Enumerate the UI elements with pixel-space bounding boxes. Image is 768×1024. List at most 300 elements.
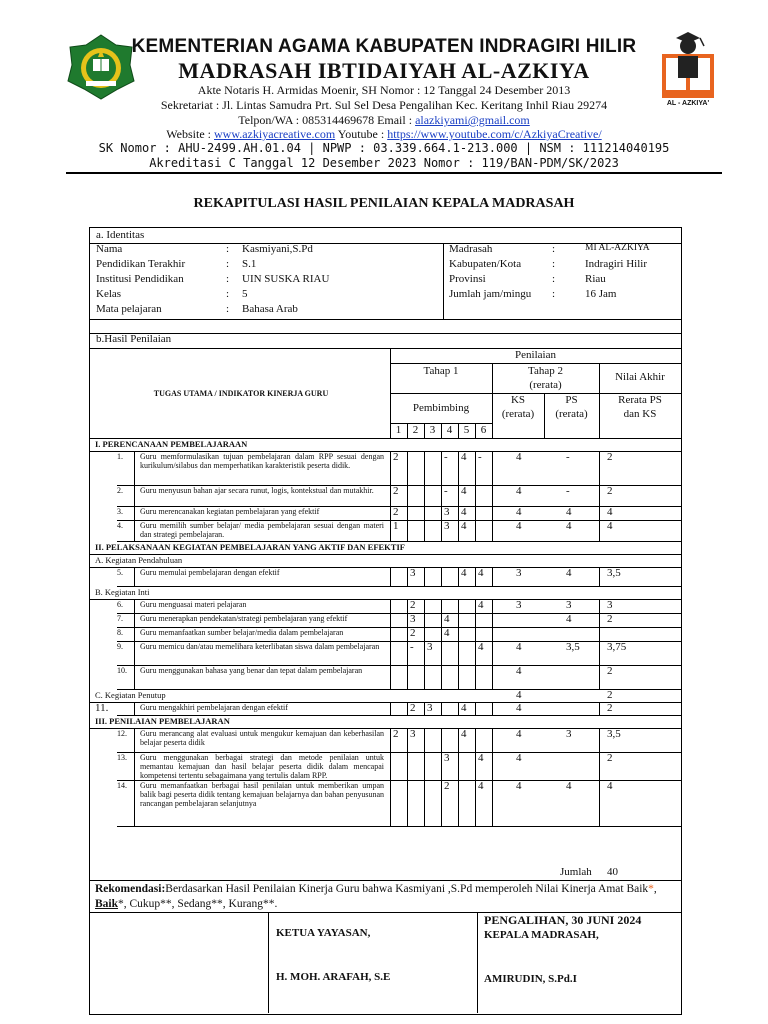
cell-border xyxy=(599,702,600,715)
item-text: Guru memformulasikan tujuan pembelajaran dalam RPP sesuai dengan kurikulum/silabus dan memperhatikan karakteristik peserta didik. xyxy=(140,452,384,470)
cell-border xyxy=(458,702,459,715)
cell-border xyxy=(390,641,391,665)
ks-value: 4 xyxy=(516,728,522,740)
cell-border xyxy=(492,665,493,689)
cell-border xyxy=(134,506,135,520)
cell-border xyxy=(475,627,476,641)
subsection-heading: B. Kegiatan Inti xyxy=(95,587,150,597)
identity-value: Riau xyxy=(585,273,606,285)
cell-border xyxy=(407,520,408,541)
cell-border xyxy=(424,485,425,506)
cell-border xyxy=(407,752,408,780)
score-cell: 2 xyxy=(444,780,450,792)
final-value: 2 xyxy=(607,689,613,701)
cell-border xyxy=(475,728,476,752)
ps-value: 4 xyxy=(566,567,572,579)
cell-border xyxy=(407,613,408,627)
item-number: 5. xyxy=(117,568,123,577)
cell-border xyxy=(424,599,425,613)
item-text: Guru memilih sumber belajar/ media pembelajaran sesuai dengan materi dan strategi pembelajaran. xyxy=(140,521,384,539)
item-text: Guru memanfaatkan berbagai hasil penilaian untuk memberikan umpan balik bagi peserta didik tentang kemajuan belajarnya dan bahan penyusunan rancangan pembelajaran selanjutnya xyxy=(140,781,384,808)
identity-colon: : xyxy=(226,243,230,255)
principal-title: KEPALA MADRASAH, xyxy=(484,929,599,941)
cell-border xyxy=(441,728,442,752)
identity-colon: : xyxy=(552,258,556,270)
cell-border xyxy=(458,485,459,506)
item-number: 2. xyxy=(117,486,123,495)
step-number: 2 xyxy=(412,424,419,436)
cell-border xyxy=(475,520,476,541)
ks-value: 4 xyxy=(516,689,522,701)
identity-value: Indragiri Hilir xyxy=(585,258,648,270)
cell-border xyxy=(407,627,408,641)
cell-border xyxy=(441,627,442,641)
score-cell: 4 xyxy=(461,567,467,579)
col-rerata-header: Rerata PS xyxy=(618,394,662,406)
ks-value: 4 xyxy=(516,780,522,792)
item-text: Guru memanfaatkan sumber belajar/media dalam pembelajaran xyxy=(140,628,344,637)
cell-border xyxy=(407,451,408,485)
cell-border xyxy=(441,485,442,506)
item-text: Guru menggunakan berbagai strategi dan metode penilaian untuk memantau kemajuan dan hasil belajar peserta didik dalam mencapai kompetensi tertentu sebagaimana yang tertulis dalam RPP. xyxy=(140,753,384,780)
cell-border xyxy=(424,613,425,627)
item-number: 6. xyxy=(117,600,123,609)
final-value: 4 xyxy=(607,506,613,518)
cell-border xyxy=(424,665,425,689)
item-text: Guru menyusun bahan ajar secara runut, logis, kontekstual dan mutakhir. xyxy=(140,486,374,495)
recommendation xyxy=(95,882,675,912)
final-value: 3,75 xyxy=(607,641,627,653)
final-value: 4 xyxy=(607,780,613,792)
score-cell: 3 xyxy=(410,728,416,740)
score-cell: 4 xyxy=(461,702,467,714)
cell-border xyxy=(599,665,600,689)
final-value: 3,5 xyxy=(607,728,621,740)
identity-label: Mata pelajaran xyxy=(96,303,162,315)
cell-border xyxy=(492,627,493,641)
cell-border xyxy=(458,599,459,613)
section-heading: I. PERENCANAAN PEMBELAJARAAN xyxy=(95,439,248,449)
identity-label: Nama xyxy=(96,243,123,255)
item-number: 14. xyxy=(117,781,127,790)
cell-border xyxy=(441,506,442,520)
col-pembimbing-header: Pembimbing xyxy=(412,402,470,414)
score-cell: - xyxy=(410,641,414,653)
cell-border xyxy=(492,728,493,752)
identity-label: Kabupaten/Kota xyxy=(449,258,522,270)
item-number: 3. xyxy=(117,507,123,516)
school-logo-caption: AL - AZKIYA' xyxy=(666,100,710,107)
score-cell: - xyxy=(478,451,482,463)
youtube-link[interactable]: https://www.youtube.com/c/AzkiyaCreative/ xyxy=(387,127,602,141)
cell-border xyxy=(134,752,135,780)
row-border xyxy=(117,586,681,587)
cell-border xyxy=(134,728,135,752)
cell-border xyxy=(599,567,600,586)
cell-border xyxy=(390,485,391,506)
score-cell: 4 xyxy=(461,520,467,532)
identity-label: Provinsi xyxy=(449,273,486,285)
cell-border xyxy=(492,641,493,665)
cell-border xyxy=(441,665,442,689)
final-value: 2 xyxy=(607,451,613,463)
cell-border xyxy=(134,641,135,665)
step-number: 4 xyxy=(446,424,453,436)
ps-value: 4 xyxy=(566,506,572,518)
final-value: 4 xyxy=(607,520,613,532)
cell-border xyxy=(424,506,425,520)
ks-value: 3 xyxy=(516,599,522,611)
item-text: Guru mengakhiri pembelajaran dengan efektif xyxy=(140,703,288,712)
header-divider xyxy=(66,172,722,174)
signing-place-date: PENGALIHAN, 30 JUNI 2024 xyxy=(484,913,642,927)
recommendation-baik: Baik xyxy=(95,898,119,910)
cell-border xyxy=(441,451,442,485)
cell-border xyxy=(441,780,442,826)
results-section-label: b.Hasil Penilaian xyxy=(96,333,172,345)
score-cell: 4 xyxy=(461,728,467,740)
cell-border xyxy=(475,780,476,826)
item-number: 11. xyxy=(95,702,109,714)
cell-border xyxy=(492,752,493,780)
identity-colon: : xyxy=(552,243,556,255)
cell-border xyxy=(134,485,135,506)
cell-border xyxy=(475,613,476,627)
secretariat-line: Sekretariat : Jl. Lintas Samudra Prt. Sul Sel Desa Pengalihan Kec. Keritang Inhil Riau 29274 xyxy=(160,98,608,112)
cell-border xyxy=(390,567,391,586)
row-border xyxy=(117,826,681,827)
cell-border xyxy=(458,613,459,627)
cell-border xyxy=(390,613,391,627)
ks-value: 4 xyxy=(516,485,522,497)
item-number: 7. xyxy=(117,614,123,623)
cell-border xyxy=(424,520,425,541)
identity-label: Pendidikan Terakhir xyxy=(96,258,186,270)
identity-label: Institusi Pendidikan xyxy=(96,273,184,285)
score-cell: 3 xyxy=(444,520,450,532)
cell-border xyxy=(390,451,391,485)
ks-value: 4 xyxy=(516,665,522,677)
cell-border xyxy=(424,780,425,826)
col-ks-header: KS xyxy=(510,394,526,406)
step-number: 1 xyxy=(395,424,402,436)
website-line xyxy=(0,127,768,142)
cell-border xyxy=(458,506,459,520)
cell-border xyxy=(134,567,135,586)
cell-border xyxy=(599,728,600,752)
cell-border xyxy=(492,485,493,506)
ps-value: 4 xyxy=(566,613,572,625)
cell-border xyxy=(599,780,600,826)
score-cell: - xyxy=(444,451,448,463)
cell-border xyxy=(441,752,442,780)
cell-border xyxy=(599,613,600,627)
item-text: Guru merencanakan kegiatan pembelajaran yang efektif xyxy=(140,507,320,516)
item-text: Guru memicu dan/atau memelihara keterlibatan siswa dalam pembelajaran xyxy=(140,642,380,651)
score-cell: 3 xyxy=(444,506,450,518)
cell-border xyxy=(134,780,135,826)
cell-border xyxy=(599,627,600,641)
final-value: 2 xyxy=(607,613,613,625)
cell-border xyxy=(424,702,425,715)
score-cell: 4 xyxy=(478,752,484,764)
cell-border xyxy=(458,567,459,586)
cell-border xyxy=(407,599,408,613)
identity-value: S.1 xyxy=(242,258,257,270)
ks-value: 3 xyxy=(516,567,522,579)
item-text: Guru memulai pembelajaran dengan efektif xyxy=(140,568,280,577)
ps-value: 4 xyxy=(566,780,572,792)
identity-label: Jumlah jam/mingu xyxy=(449,288,532,300)
cell-border xyxy=(492,520,493,541)
identity-value: Kasmiyani,S.Pd xyxy=(242,243,313,255)
item-number: 13. xyxy=(117,753,127,762)
score-cell: 2 xyxy=(410,627,416,639)
col-penilaian-header: Penilaian xyxy=(515,349,556,361)
identity-label: Madrasah xyxy=(449,243,493,255)
cell-border xyxy=(492,451,493,485)
final-value: 3 xyxy=(607,599,613,611)
recommendation-star: * xyxy=(648,883,654,895)
col-final-header: Nilai Akhir xyxy=(615,371,665,383)
cell-border xyxy=(441,613,442,627)
cell-border xyxy=(424,728,425,752)
email-link[interactable]: alazkiyami@gmail.com xyxy=(415,113,530,127)
item-number: 8. xyxy=(117,628,123,637)
cell-border xyxy=(475,702,476,715)
recommendation-label: Rekomendasi: xyxy=(95,883,166,895)
cell-border xyxy=(458,752,459,780)
total-label: Jumlah xyxy=(560,866,592,878)
recommendation-comma: , xyxy=(653,883,657,895)
cell-border xyxy=(134,702,135,715)
cell-border xyxy=(407,728,408,752)
item-number: 10. xyxy=(117,666,127,675)
identity-colon: : xyxy=(552,273,556,285)
identity-colon: : xyxy=(226,273,230,285)
cell-border xyxy=(390,599,391,613)
cell-border xyxy=(599,520,600,541)
youtube-label: Youtube : xyxy=(335,127,388,141)
score-cell: 3 xyxy=(410,567,416,579)
score-cell: 2 xyxy=(393,506,399,518)
ps-value: - xyxy=(566,451,570,463)
identity-value: Bahasa Arab xyxy=(242,303,298,315)
ks-value: 4 xyxy=(516,451,522,463)
score-cell: 2 xyxy=(410,599,416,611)
document-title: REKAPITULASI HASIL PENILAIAN KEPALA MADRASAH xyxy=(193,196,575,211)
item-number: 12. xyxy=(117,729,127,738)
cell-border xyxy=(492,702,493,715)
score-cell: 4 xyxy=(461,506,467,518)
cell-border xyxy=(407,567,408,586)
item-text: Guru menguasai materi pelajaran xyxy=(140,600,247,609)
score-cell: 4 xyxy=(478,599,484,611)
col-tahap2-header: Tahap 2 xyxy=(528,365,563,377)
ps-value: 3 xyxy=(566,599,572,611)
identity-value: 5 xyxy=(242,288,248,300)
website-label: Website : xyxy=(166,127,214,141)
item-number: 9. xyxy=(117,642,123,651)
ps-value: 3 xyxy=(566,728,572,740)
cell-border xyxy=(458,451,459,485)
item-text: Guru menggunakan bahasa yang benar dan tepat dalam pembelajaran xyxy=(140,666,363,675)
score-cell: 2 xyxy=(410,702,416,714)
row-border xyxy=(117,689,681,690)
cell-border xyxy=(458,627,459,641)
item-number: 4. xyxy=(117,521,123,530)
score-cell: 1 xyxy=(393,520,399,532)
cell-border xyxy=(458,728,459,752)
identity-label: Kelas xyxy=(96,288,122,300)
cell-border xyxy=(407,506,408,520)
phone-line xyxy=(0,113,768,128)
cell-border xyxy=(492,613,493,627)
cell-border xyxy=(475,665,476,689)
recommendation-options: *, Cukup**, Sedang**, Kurang**. xyxy=(118,898,278,910)
step-number: 6 xyxy=(480,424,487,436)
cell-border xyxy=(475,752,476,780)
identity-colon: : xyxy=(226,258,230,270)
final-value: 2 xyxy=(607,485,613,497)
col-rerata-sub: dan KS xyxy=(623,408,657,420)
cell-border xyxy=(134,599,135,613)
col-tahap1-header: Tahap 1 xyxy=(423,365,459,377)
section-heading: II. PELAKSANAAN KEGIATAN PEMBELAJARAN YANG AKTIF DAN EFEKTIF xyxy=(95,542,405,552)
col-tahap2-sub: (rerata) xyxy=(529,379,562,391)
cell-border xyxy=(407,702,408,715)
item-text: Guru merancang alat evaluasi untuk mengukur kemajuan dan keberhasilan belajar peserta didik xyxy=(140,729,384,747)
cell-border xyxy=(390,752,391,780)
cell-border xyxy=(390,702,391,715)
cell-border xyxy=(475,451,476,485)
cell-border xyxy=(424,752,425,780)
score-cell: 4 xyxy=(478,780,484,792)
cell-border xyxy=(492,599,493,613)
recommendation-text: Berdasarkan Hasil Penilaian Kinerja Guru bahwa Kasmiyani ,S.Pd memperoleh Nilai Kinerja Amat Baik xyxy=(165,883,649,895)
item-text: Guru menerapkan pendekatan/strategi pembelajaran yang efektif xyxy=(140,614,348,623)
accreditation-line: Akreditasi C Tanggal 12 Desember 2023 Nomor : 119/BAN-PDM/SK/2023 xyxy=(149,156,619,170)
cell-border xyxy=(134,520,135,541)
score-cell: 2 xyxy=(393,485,399,497)
chair-title: KETUA YAYASAN, xyxy=(276,927,371,939)
cell-border xyxy=(492,506,493,520)
score-cell: 3 xyxy=(427,641,433,653)
cell-border xyxy=(441,702,442,715)
cell-border xyxy=(458,780,459,826)
chair-name: H. MOH. ARAFAH, S.E xyxy=(276,971,391,983)
ks-value: 4 xyxy=(516,702,522,714)
identity-colon: : xyxy=(226,303,230,315)
cell-border xyxy=(424,641,425,665)
cell-border xyxy=(407,780,408,826)
score-cell: - xyxy=(444,485,448,497)
step-number: 3 xyxy=(429,424,436,436)
item-number: 1. xyxy=(117,452,123,461)
score-cell: 4 xyxy=(444,627,450,639)
sk-line: SK Nomor : AHU-2499.AH.01.04 | NPWP : 03.339.664.1-213.000 | NSM : 111214040195 xyxy=(98,141,670,155)
score-cell: 3 xyxy=(427,702,433,714)
step-number: 5 xyxy=(463,424,470,436)
ks-value: 4 xyxy=(516,520,522,532)
final-value: 3,5 xyxy=(607,567,621,579)
section-heading: III. PENILAIAN PEMBELAJARAN xyxy=(95,716,230,726)
identity-value: MI AL-AZKIYA xyxy=(585,243,650,253)
ks-value: 4 xyxy=(516,752,522,764)
phone-text: Telpon/WA : 085314469678 Email : xyxy=(238,113,416,127)
website-link[interactable]: www.azkiyacreative.com xyxy=(214,127,336,141)
col-task-header: TUGAS UTAMA / INDIKATOR KINERJA GURU xyxy=(153,389,329,398)
cell-border xyxy=(475,567,476,586)
cell-border xyxy=(458,665,459,689)
identity-colon: : xyxy=(226,288,230,300)
ministry-name: KEMENTERIAN AGAMA KABUPATEN INDRAGIRI HILIR xyxy=(131,36,637,57)
cell-border xyxy=(475,599,476,613)
cell-border xyxy=(390,780,391,826)
cell-border xyxy=(475,641,476,665)
cell-border xyxy=(390,728,391,752)
cell-border xyxy=(390,520,391,541)
ps-value: - xyxy=(566,485,570,497)
cell-border xyxy=(424,567,425,586)
identity-value: UIN SUSKA RIAU xyxy=(242,273,330,285)
identity-value: 16 Jam xyxy=(585,288,617,300)
cell-border xyxy=(599,451,600,485)
cell-border xyxy=(134,627,135,641)
col-ps-header: PS xyxy=(565,394,578,406)
cell-border xyxy=(134,451,135,485)
score-cell: 4 xyxy=(478,567,484,579)
score-cell: 4 xyxy=(478,641,484,653)
cell-border xyxy=(441,520,442,541)
cell-border xyxy=(599,506,600,520)
cell-border xyxy=(134,613,135,627)
cell-border xyxy=(407,641,408,665)
ps-value: 4 xyxy=(566,520,572,532)
subsection-heading: A. Kegiatan Pendahuluan xyxy=(95,555,183,565)
ks-value: 4 xyxy=(516,506,522,518)
col-ps-sub: (rerata) xyxy=(555,408,588,420)
final-value: 2 xyxy=(607,752,613,764)
total-value: 40 xyxy=(607,866,618,878)
cell-border xyxy=(390,665,391,689)
cell-border xyxy=(390,506,391,520)
score-cell: 4 xyxy=(444,613,450,625)
identity-colon: : xyxy=(552,288,556,300)
col-ks-sub: (rerata) xyxy=(501,408,535,420)
cell-border xyxy=(424,627,425,641)
cell-border xyxy=(441,567,442,586)
cell-border xyxy=(492,780,493,826)
score-cell: 3 xyxy=(410,613,416,625)
ks-value: 4 xyxy=(516,641,522,653)
cell-border xyxy=(407,665,408,689)
cell-border xyxy=(390,627,391,641)
cell-border xyxy=(458,520,459,541)
score-cell: 4 xyxy=(461,485,467,497)
cell-border xyxy=(441,599,442,613)
cell-border xyxy=(475,485,476,506)
cell-border xyxy=(134,665,135,689)
score-cell: 3 xyxy=(444,752,450,764)
cell-border xyxy=(599,641,600,665)
score-cell: 2 xyxy=(393,451,399,463)
cell-border xyxy=(475,506,476,520)
ps-value: 3,5 xyxy=(566,641,580,653)
identity-section-label: a. Identitas xyxy=(96,229,145,241)
score-cell: 4 xyxy=(461,451,467,463)
principal-name: AMIRUDIN, S.Pd.I xyxy=(484,973,577,985)
